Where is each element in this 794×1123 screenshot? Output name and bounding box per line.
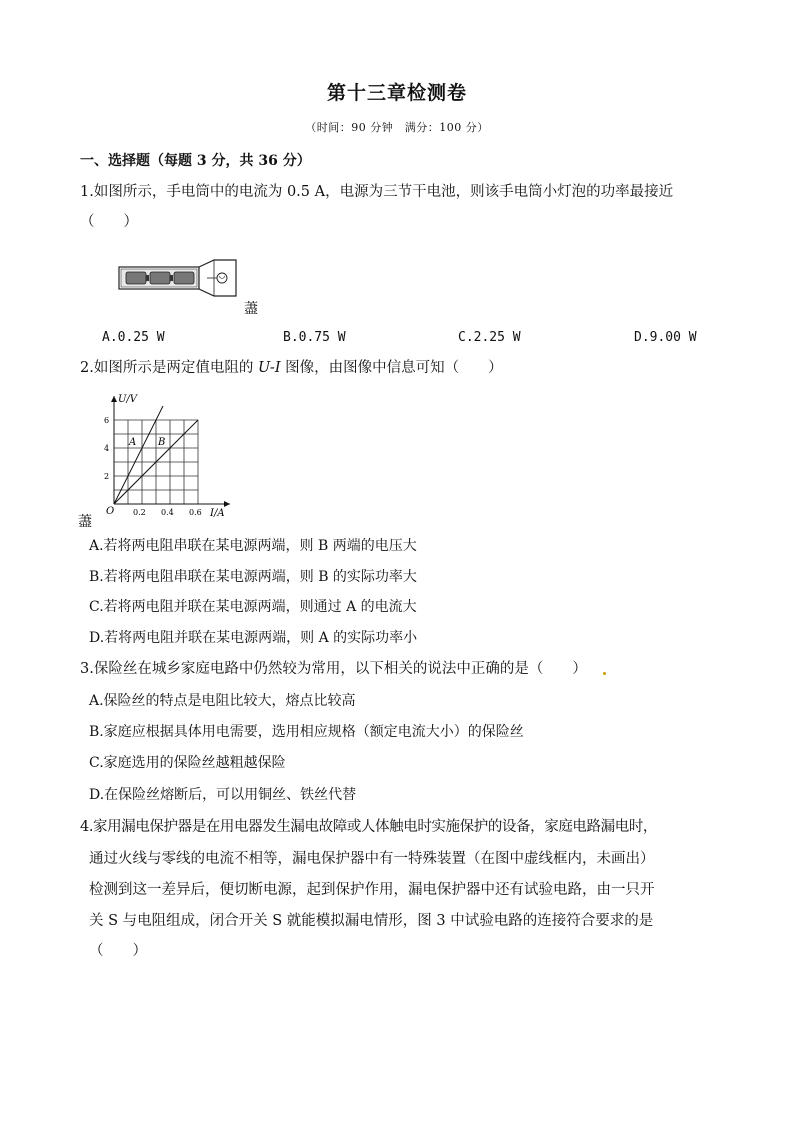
q2-option-d: D.若将两电阻并联在某电源两端，则 A 的实际功率小: [89, 630, 418, 646]
q4-stem-line5: （ ）: [89, 943, 147, 959]
graph-ylabel: U/V: [118, 394, 138, 405]
battery-cell-1: [126, 272, 146, 284]
battery-cell-3: [174, 272, 194, 284]
graph-line-b-label: B: [158, 437, 166, 448]
ui-graph: [100, 390, 250, 520]
graph-xtick-04: 0.4: [161, 508, 174, 517]
q1-stem-line1: 1.如图所示，手电筒中的电流为 0.5 A，电源为三节干电池，则该手电筒小灯泡的功率最接近: [80, 184, 674, 200]
highlight-dot: [603, 672, 606, 675]
q3-stem: 3.保险丝在城乡家庭电路中仍然较为常用，以下相关的说法中正确的是（ ）: [80, 661, 587, 677]
battery-cell-2: [150, 272, 170, 284]
graph-xlabel: I/A: [210, 508, 225, 519]
graph-ytick-4: 4: [104, 444, 110, 453]
q1-option-d: D.9.00 W: [634, 330, 697, 345]
section-heading: 一、选择题（每题 3 分，共 36 分）: [80, 153, 311, 169]
q2-stem-var: U-I: [257, 360, 281, 376]
graph-ytick-2: 2: [104, 472, 110, 481]
page-title: 第十三章检测卷: [326, 82, 467, 104]
q3-option-b: B.家庭应根据具体用电需要，选用相应规格（额定电流大小）的保险丝: [89, 724, 524, 740]
q1-option-c: C.2.25 W: [458, 330, 521, 345]
q3-option-a: A.保险丝的特点是电阻比较大，熔点比较高: [89, 693, 356, 709]
bulb-icon: [217, 273, 227, 283]
q2-stem-prefix: 2.如图所示是两定值电阻的: [80, 360, 258, 376]
q2-stem: [80, 359, 503, 377]
q3-option-d: D.在保险丝熔断后，可以用铜丝、铁丝代替: [89, 787, 357, 803]
q1-figure-mark: 藎: [244, 301, 258, 317]
graph-ytick-6: 6: [104, 416, 110, 425]
flashlight-figure: [118, 258, 240, 300]
graph-xtick-02: 0.2: [133, 508, 146, 517]
q2-stem-suffix: 图像，由图像中信息可知（ ）: [280, 360, 503, 376]
q4-stem-line1: 4.家用漏电保护器是在用电器发生漏电故障或人体触电时实施保护的设备，家庭电路漏电时，: [80, 819, 658, 835]
graph-xtick-06: 0.6: [189, 508, 202, 517]
q2-option-a: A.若将两电阻串联在某电源两端，则 B 两端的电压大: [89, 538, 417, 554]
q1-option-b: B.0.75 W: [283, 330, 346, 345]
q4-stem-line2: 通过火线与零线的电流不相等，漏电保护器中有一特殊装置（在图中虚线框内，未画出）: [89, 851, 655, 867]
graph-origin: O: [106, 506, 115, 517]
q3-option-c: C.家庭选用的保险丝越粗越保险: [89, 755, 286, 771]
graph-line-a-label: A: [129, 437, 137, 448]
q1-option-a: A.0.25 W: [102, 330, 165, 345]
q2-option-c: C.若将两电阻并联在某电源两端，则通过 A 的电流大: [89, 599, 417, 615]
q2-figure-mark: 藎: [78, 514, 92, 530]
q4-stem-line3: 检测到这一差异后，便切断电源，起到保护作用，漏电保护器中还有试验电路，由一只开: [89, 882, 655, 898]
q4-stem-line4: 关 S 与电阻组成，闭合开关 S 就能模拟漏电情形，图 3 中试验电路的连接符合要求的是: [89, 913, 654, 929]
q2-option-b: B.若将两电阻串联在某电源两端，则 B 的实际功率大: [89, 569, 417, 585]
page-subtitle: （时间：90 分钟 满分：100 分）: [305, 121, 489, 134]
q1-stem-line2: （ ）: [80, 214, 138, 230]
